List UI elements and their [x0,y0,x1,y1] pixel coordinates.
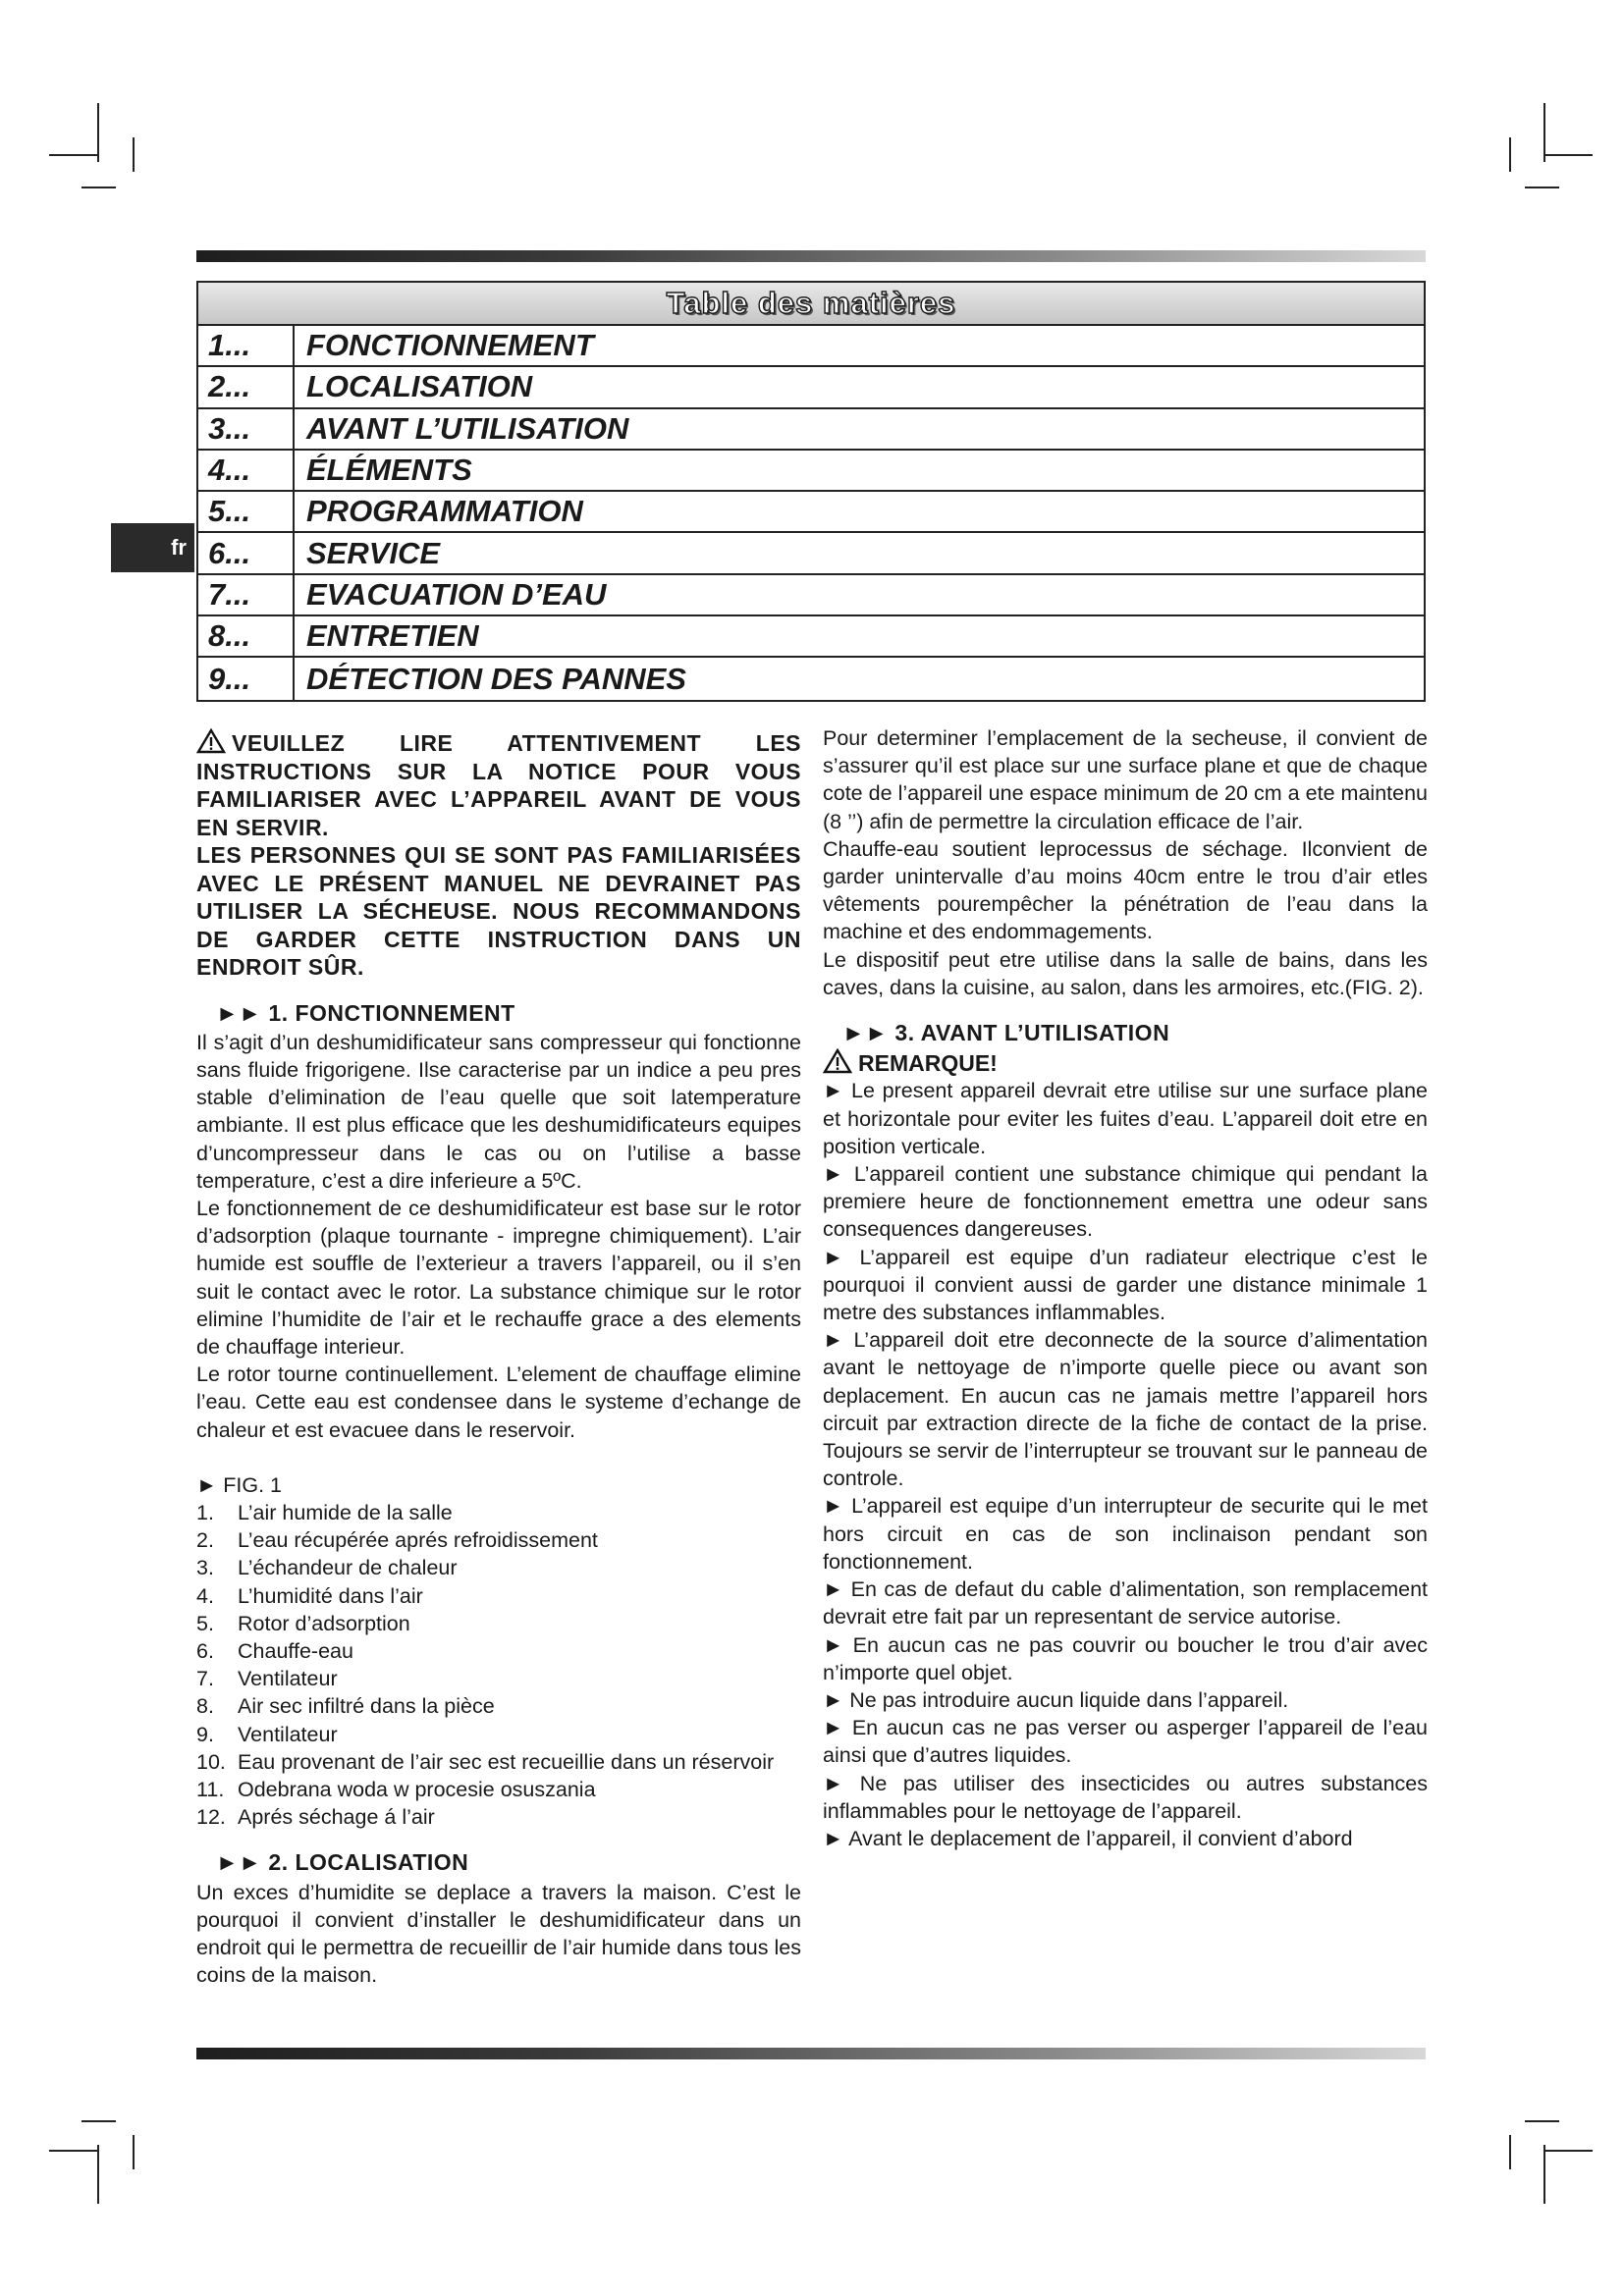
toc-header [198,283,1424,326]
toc-row[interactable] [198,492,1424,533]
list-item [196,1526,801,1554]
bullet-item: ► En cas de defaut du cable d’alimentation, son remplacement devrait etre fait par un representant de service autorise. [823,1577,1428,1629]
crop-mark [1509,137,1511,172]
top-rule [196,250,1426,262]
crop-mark [133,2135,135,2169]
paragraph: Le rotor tourne continuellement. L’element de chauffage elimine l’eau. Cette eau est condensee dans le systeme d’echange de chaleur et est evacuee dans le reservoir. [196,1362,801,1442]
remark-label: REMARQUE! [858,1050,998,1077]
item-text: L’humidité dans l’air [238,1583,423,1608]
item-text: Rotor d’adsorption [238,1611,410,1635]
toc-row[interactable] [198,451,1424,492]
paragraph: Un exces d’humidite se deplace a travers la maison. C’est le pourquoi il convient d’installer le deshumidificateur dans un endroit qui le permettra de recueillir de l’air humide dans tous les coins de la maison. [196,1880,801,1988]
paragraph: Le fonctionnement de ce deshumidificateur est base sur le rotor d’adsorption (plaque tournante - impregne chimiquement). L’air humide est souffle de l’exterieur a travers l’appareil, ou il s’en suit le contact avec le rotor. La substance chimique sur le rotor elimine l’humidite de l’air et le rechauffe grace a des elements de chauffage interieur. [196,1196,801,1359]
toc-label: FONCTIONNEMENT [306,328,594,363]
bullet-item: ► L’appareil contient une substance chimique qui pendant la premiere heure de fonctionnement emettra une odeur sans consequences dangereuses. [823,1162,1428,1242]
list-item [196,1721,801,1748]
crop-mark [1543,2145,1545,2204]
item-text: L’eau récupérée aprés refroidissement [238,1528,598,1553]
toc-row[interactable] [198,409,1424,451]
bullet-item: ► Avant le deplacement de l’appareil, il convient d’abord [823,1826,1353,1850]
crop-mark [49,2150,98,2152]
toc-row[interactable] [198,533,1424,574]
figure-legend-list [196,1499,801,1831]
toc-label: SERVICE [306,535,441,570]
language-tab [111,523,194,572]
bullet-item: ► Ne pas introduire aucun liquide dans l’appareil. [823,1687,1289,1712]
bullet-item: ► Le present appareil devrait etre utilise sur une surface plane et horizontale pour eviter les fuites d’eau. L’appareil doit etre en position verticale. [823,1079,1428,1158]
toc-label: PROGRAMMATION [306,494,583,529]
crop-mark [97,2145,99,2204]
item-number: 4. [196,1583,214,1608]
item-text: Air sec infiltré dans la pièce [238,1694,495,1719]
crop-mark [1525,2120,1559,2122]
toc-row[interactable] [198,367,1424,408]
toc-label: AVANT L’UTILISATION [306,410,629,446]
paragraph: Il s’agit d’un deshumidificateur sans compresseur qui fonctionne sans fluide frigorigene. Ilse caracterise par un indice a peu pres stable d’elimination de l’eau quelle que soit latemperature ambiante. Il est plus efficace que les deshumidificateurs equipes d’uncompresseur dans le cas ou on l’utilise a basse temperature, c’est a dire inferieure a 5ºC. [196,1030,801,1193]
safety-warning [196,728,801,841]
crop-mark [81,187,116,188]
toc-label: LOCALISATION [306,369,533,404]
toc-number: 1... [198,326,295,365]
item-text: Ventilateur [238,1667,338,1691]
toc-row[interactable] [198,616,1424,658]
toc-row[interactable] [198,658,1424,699]
item-text: L’échandeur de chaleur [238,1556,458,1580]
bottom-rule [196,2048,1426,2059]
bullet-item: ► L’appareil doit etre deconnecte de la source d’alimentation avant le nettoyage de n’importe quelle piece ou avant son deplacement. En aucun cas ne jamais mettre l’appareil hors circuit par extraction directe de la fiche de contact de la prise. Toujours se servir de l’interrupteur se trouvant sur le panneau de controle. [823,1328,1428,1491]
warning-triangle-icon [823,1048,852,1074]
toc-number: 9... [198,658,295,699]
toc-number: 2... [198,367,295,406]
item-number: 11. [196,1777,225,1801]
toc-number: 5... [198,492,295,531]
item-number: 12. [196,1805,226,1830]
item-number: 10. [196,1749,226,1774]
bullet-item: ► Ne pas utiliser des insecticides ou autres substances inflammables pour le nettoyage de l’appareil. [823,1771,1428,1823]
crop-mark [1543,2150,1593,2152]
toc-number: 3... [198,409,295,449]
item-number: 9. [196,1722,214,1746]
item-text: Chauffe-eau [238,1638,353,1663]
section-heading-fonctionnement: ►► 1. FONCTIONNEMENT [216,999,515,1026]
item-number: 8. [196,1694,214,1719]
item-number: 3. [196,1556,214,1580]
list-item [196,1665,801,1692]
item-number: 7. [196,1667,214,1691]
toc-label: ÉLÉMENTS [306,453,472,488]
list-item [196,1582,801,1610]
item-text: L’air humide de la salle [238,1500,453,1524]
item-text: Eau provenant de l’air sec est recueillie dans un réservoir [238,1749,775,1774]
item-number: 6. [196,1638,214,1663]
toc-number: 8... [198,616,295,656]
left-column [196,728,801,1989]
crop-mark [49,154,98,156]
warning-text-2: LES PERSONNES QUI SE SONT PAS FAMILIARISÉES AVEC LE PRÉSENT MANUEL NE DEVRAINET PAS UTILISER LA SÉCHEUSE. NOUS RECOMMANDONS DE GARDER CETTE INSTRUCTION DANS UN ENDROIT SÛR. [196,842,801,980]
item-number: 2. [196,1528,214,1553]
paragraph: Chauffe-eau soutient leprocessus de séchage. Ilconvient de garder unintervalle d’au moins 40cm entre le trou d’air etles vêtements pourempêcher la pénétration de l’eau dans la machine et des endommagements. [823,836,1428,944]
item-text: Ventilateur [238,1722,338,1746]
item-number: 5. [196,1611,214,1635]
toc-number: 4... [198,451,295,490]
toc-row[interactable] [198,575,1424,616]
list-item [196,1637,801,1665]
list-item [196,1610,801,1637]
list-item [196,1692,801,1720]
toc-row[interactable] [198,326,1424,367]
section-heading-avant-utilisation: ►► 3. AVANT L’UTILISATION [842,1020,1170,1046]
list-item [196,1776,801,1803]
item-text: Odebrana woda w procesie osuszania [238,1777,596,1801]
figure-label: ► FIG. 1 [196,1472,282,1497]
bullet-item: ► L’appareil est equipe d’un radiateur electrique c’est le pourquoi il convient aussi de garder une distance minimale 1 metre des substances inflammables. [823,1245,1428,1325]
bullet-item: ► L’appareil est equipe d’un interrupteur de securite qui le met hors circuit en cas de son inclinaison pendant son fonctionnement. [823,1494,1428,1574]
right-column [823,724,1428,1852]
paragraph: Pour determiner l’emplacement de la secheuse, il convient de s’assurer qu’il est place sur une surface plane et que de chaque cote de l’appareil une espace minimum de 20 cm a ete maintenu (8 ’’) afin de permettre la circulation efficace de l’air. [823,726,1428,833]
crop-mark [133,137,135,172]
crop-mark [1525,187,1559,188]
item-text: Aprés séchage á l’air [238,1805,435,1830]
bullet-item: ► En aucun cas ne pas verser ou asperger l’appareil de l’eau ainsi que d’autres liquides. [823,1716,1428,1768]
list-item [196,1748,801,1776]
toc-number: 7... [198,575,295,614]
toc-label: ENTRETIEN [306,618,479,654]
crop-mark [97,103,99,162]
list-item [196,1499,801,1526]
toc-title: Table des matières [666,286,956,320]
crop-mark [1543,154,1593,156]
list-item [196,1803,801,1831]
remark-heading [823,1048,1428,1077]
crop-mark [1509,2135,1511,2169]
toc-label: EVACUATION D’EAU [306,576,607,612]
language-tab-label: fr [171,535,187,560]
bullet-item: ► En aucun cas ne pas couvrir ou boucher le trou d’air avec n’importe quel objet. [823,1632,1428,1684]
paragraph: Le dispositif peut etre utilise dans la salle de bains, dans les caves, dans la cuisine, au salon, dans les armoires, etc.(FIG. 2). [823,947,1428,999]
warning-text-1: VEUILLEZ LIRE ATTENTIVEMENT LES INSTRUCTIONS SUR LA NOTICE POUR VOUS FAMILIARISER AVEC L’APPAREIL AVANT DE VOUS EN SERVIR. [196,730,801,840]
toc-label: DÉTECTION DES PANNES [306,661,686,696]
list-item [196,1554,801,1581]
warning-triangle-icon [196,728,226,754]
toc-number: 6... [198,533,295,572]
section-heading-localisation: ►► 2. LOCALISATION [216,1849,469,1876]
crop-mark [81,2120,116,2122]
item-number: 1. [196,1500,214,1524]
crop-mark [1543,103,1545,162]
table-of-contents [196,281,1426,702]
